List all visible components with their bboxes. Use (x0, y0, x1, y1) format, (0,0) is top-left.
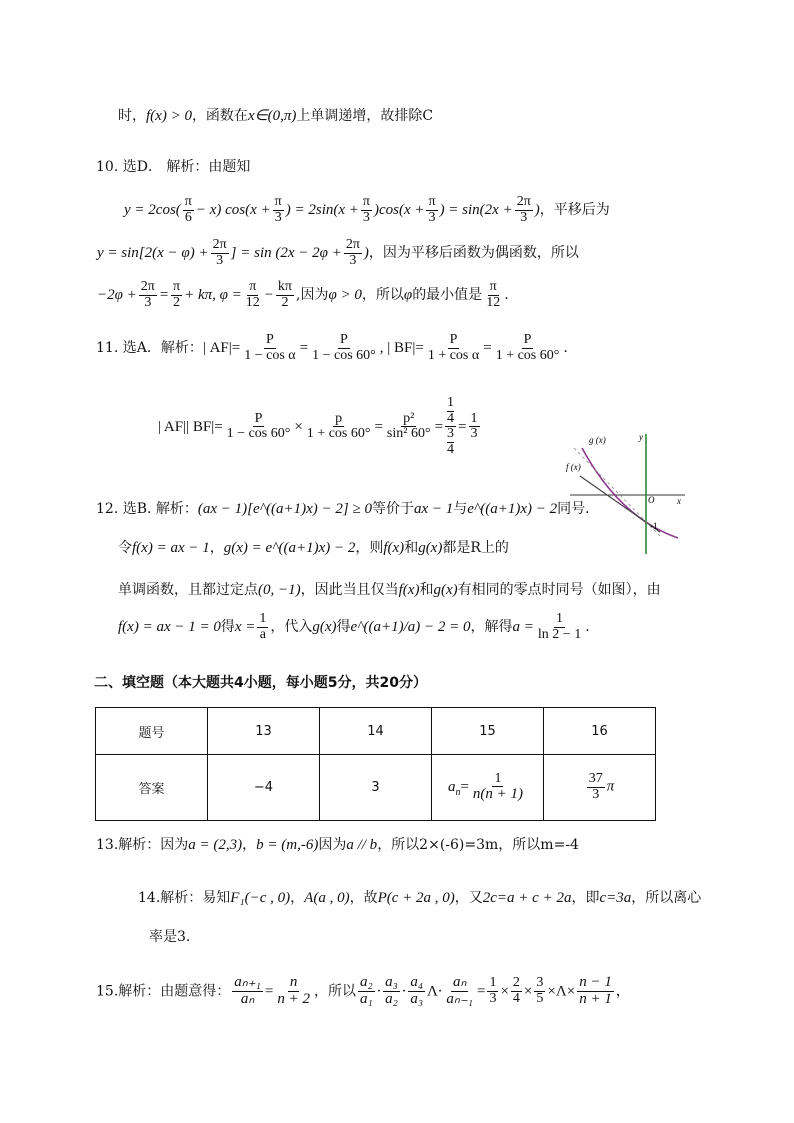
q12-line-4: f(x) = ax − 1 = 0得x = $\frac{1}{a}$ ，代入g(x)得e^((a+1)/a) − 2 = 0，解得a = $\frac{1}{\ln 2 - 1}$ . (118, 611, 590, 642)
q13-line: 13.解析：因为a = (2,3)，b = (m,-6)因为a // b，所以2×(-6)=3m，所以m=-4 (96, 837, 579, 853)
q14-line-2: 率是3. (149, 929, 191, 945)
q11-line-1: 11. 选A．解析：| AF|= $\frac{P}{\text{1 − cos α}}$ = $\frac{P}{1 - \cos 60^\circ}$ , | BF|= $\frac{P}{\text{1 + cos α}}$ = $\frac{P}{1 + \cos 60^\circ}$ . (96, 332, 568, 363)
table-answer-row: 答案 −4 3 $a_n=$ $\frac{1}{n(n + 1)}$ $\frac{37}{3}$ π (96, 755, 656, 821)
section-heading: 二、填空题（本大题共4小题，每小题5分，共20分） (94, 675, 427, 691)
x-axis-label: x (677, 496, 681, 506)
minus-one-label: -1 (650, 521, 658, 531)
q10-equation-3: −2φ + $\frac{2\pi}{3}$ = $\frac{\pi}{2}$ + kπ, φ = $\frac{\pi}{12}$ − $\frac{k\pi}{2}$ ,因为φ > 0，所以φ的最小值是 $\frac{\pi}{12}$ . (97, 279, 509, 310)
q10-heading: 10. 选D． 解析：由题知 (96, 159, 251, 175)
q12-line-3: 单调函数，且都过定点(0, −1)，因此当且仅当f(x)和g(x)有相同的零点时同号（如图），由 (118, 582, 661, 598)
q12-line-2: 令f(x) = ax − 1，g(x) = e^((a+1)x) − 2，则f(x)和g(x)都是R上的 (118, 540, 509, 556)
fraction: $\frac{\pi}{6}$ (184, 194, 192, 225)
line-1: 时，f(x) > 0，函数在x∈(0,π)上单调递增，故排除C (118, 108, 434, 124)
answer-table (95, 707, 656, 821)
table-header-row: 题号 13 14 15 16 (96, 708, 656, 755)
q14-line-1: 14.解析：易知F₁(−c , 0)，A(a , 0)，故P(c + 2a , 0)，又2c=a + c + 2a，即c=3a，所以离心 (138, 890, 702, 906)
q10-equation-2: y = sin[2(x − φ) + $\frac{2\pi}{3}$ ] = sin (2x − 2φ + $\frac{2\pi}{3}$ )，因为平移后函数为偶函数，所以 (97, 237, 579, 268)
asymptote-dashed (574, 448, 660, 536)
answer-16: $\frac{37}{3}$ π (544, 755, 656, 821)
f-label: f (x) (566, 462, 581, 472)
compound-fraction: 1 4 3 4 (447, 395, 455, 458)
q11-line-2: | AF|| BF|= $\frac{P}{1 - \cos 60^\circ}$ × $\frac{p}{1 + \cos 60^\circ}$ = $\frac{\text{p²}}{\text{sin² 60°}}$ = 1 4 3 4 = $\frac{1}{3}$ (158, 395, 478, 458)
g-label: g (x) (589, 435, 606, 445)
y-axis-label: y (639, 432, 643, 442)
g-curve (582, 448, 678, 538)
origin-label: O (648, 495, 655, 505)
q12-line-1: 12. 选B. 解析：(ax − 1)[e^((a+1)x) − 2] ≥ 0等价于ax − 1与e^((a+1)x) − 2同号. (96, 501, 590, 517)
answer-15: $a_n=$ $\frac{1}{n(n + 1)}$ (432, 755, 544, 821)
q10-equation-1: y = 2cos( $\frac{\pi}{6}$ − x) cos(x + $\frac{\pi}{3}$ ) = 2sin(x + $\frac{\pi}{3}$ )cos(x + $\frac{\pi}{3}$ ) = sin(2x + $\frac{2\pi}{3}$ )，平移后为 (124, 194, 610, 225)
q15-line: 15.解析：由题意得： $\frac{\text{aₙ₊₁}}{\text{aₙ}}$ = $\frac{n}{n + 2}$ ，所以 $\frac{\text{a₂}}{\text{a₁}}$ · $\frac{\text{a₃}}{\text{a₂}}$ · $\frac{\text{a₄}}{\text{a₃}}$ Λ· $\frac{\text{aₙ}}{\text{aₙ₋₁}}$ = $\frac{1}{3}$ × $\frac{2}{4}$ × $\frac{3}{5}$ ×Λ× $\frac{n - 1}{n + 1}$ ， (96, 974, 630, 1007)
function-graph-figure (560, 428, 690, 560)
